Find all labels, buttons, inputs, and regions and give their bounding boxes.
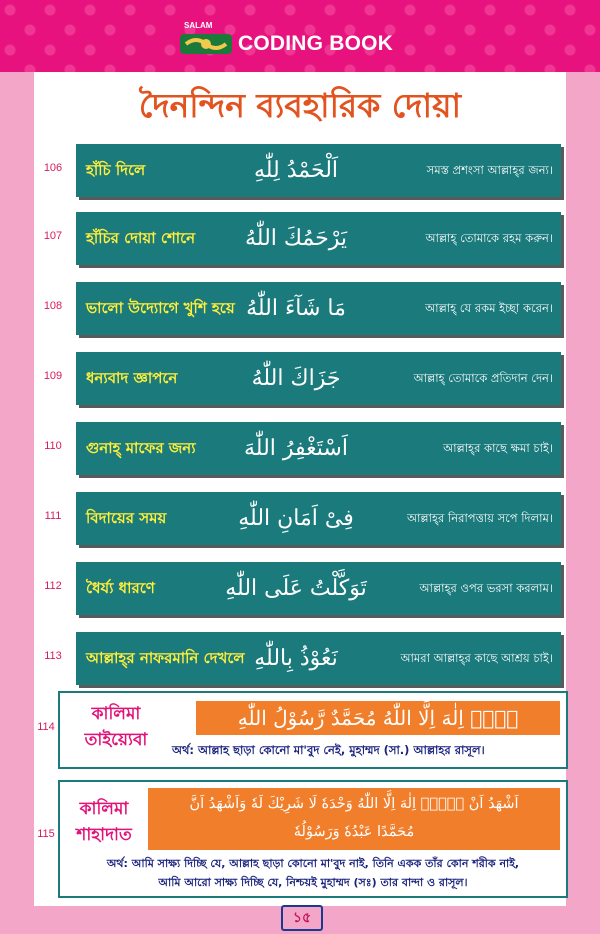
dua-row (76, 352, 561, 405)
dua-label: হাঁচির দোয়া শোনে (86, 229, 196, 247)
dua-arabic: اَلْحَمْدُ لِلّٰهِ (253, 158, 339, 183)
dua-meaning: আমরা আল্লাহ্‌র কাছে আশ্রয় চাই। (400, 651, 553, 665)
kalima-name (62, 796, 146, 848)
dua-label: গুনাহ্‌ মাফের জন্য (86, 439, 196, 457)
header-band (0, 0, 600, 72)
dua-meaning: সমস্ত প্রশংসা আল্লাহ্‌র জন্য। (426, 163, 553, 177)
kalima-name-line1: কালিমা (79, 799, 129, 819)
dua-arabic: مَا شَآءَ اللّٰهُ (246, 296, 346, 321)
dua-label: হাঁচি দিলে (86, 161, 146, 179)
brand (178, 21, 394, 58)
dua-arabic: تَوَكَّلْتُ عَلَى اللّٰهِ (225, 576, 367, 601)
dua-meaning: আল্লাহ্‌ তোমাকে রহম করুন। (425, 231, 553, 245)
dua-row (76, 144, 561, 197)
dua-arabic: فِىْ اَمَانِ اللّٰهِ (238, 506, 354, 531)
dua-meaning: আল্লাহ্‌র ওপর ভরসা করলাম। (419, 581, 553, 595)
kalima-arabic (148, 788, 560, 850)
row-number: 115 (37, 828, 55, 840)
row-number: 108 (43, 300, 63, 312)
kalima-meaning: অর্থ: আল্লাহ ছাড়া কোনো মা'বুদ নেই, মুহাম্মদ (সা.) আল্লাহর রাসূল। (172, 743, 485, 757)
dua-meaning: আল্লাহ্‌ যে রকম ইচ্ছা করেন। (425, 301, 553, 315)
dua-label: ভালো উদ্যোগে খুশি হয়ে (86, 299, 235, 317)
kalima-name (62, 701, 170, 753)
kalima-meaning-line2: আমি আরো সাক্ষ্য দিচ্ছি যে, নিশ্চয়ই মুহাম্মদ (সঃ) তার বান্দা ও রাসূল। (158, 876, 468, 889)
row-number: 112 (44, 580, 62, 592)
dua-label: বিদায়ের সময় (86, 509, 167, 527)
page-title: দৈনন্দিন ব্যবহারিক দোয়া (138, 86, 462, 125)
kalima-arabic-line2: مُحَمَّدًا عَبْدُهٗ وَرَسُوْلُهٗ (293, 824, 415, 840)
handshake-logo-icon (178, 21, 234, 58)
kalima-name-line2: তাইয়্যেবা (84, 730, 148, 750)
row-number: 113 (44, 650, 62, 662)
dua-label: ধন্যবাদ জ্ঞাপনে (86, 369, 178, 387)
dua-meaning: আল্লাহ্‌ তোমাকে প্রতিদান দেন। (413, 371, 553, 385)
dua-row (76, 422, 561, 475)
dua-arabic: اَسْتَغْفِرُ اللّٰهَ (244, 436, 348, 461)
kalima-meaning (68, 854, 558, 892)
dua-row (76, 282, 561, 335)
kalima-meaning-line1: অর্থ: আমি সাক্ষ্য দিচ্ছি যে, আল্লাহ ছাড়া কোনো মা'বুদ নাই, তিনি একক তাঁর কোন শরীক নাই, (106, 857, 520, 870)
kalima-arabic-line1: اَشْهَدُ اَنْ لَّاۤ اِلٰهَ اِلَّا اللّٰهُ وَحْدَهٗ لَا شَرِيْكَ لَهٗ وَاَشْهَدُ اَنَّ (189, 796, 519, 812)
kalima-arabic: لَاۤ اِلٰهَ اِلَّا اللّٰهُ مُحَمَّدٌ رَّسُوْلُ اللّٰهِ (196, 701, 560, 735)
dua-arabic: جَزَاكَ اللّٰهُ (251, 366, 341, 391)
row-number: 111 (44, 510, 62, 522)
brand-small-text: SALAM (184, 21, 213, 30)
kalima-name-line2: শাহাদাত (76, 825, 132, 845)
row-number: 114 (37, 721, 55, 733)
brand-title: CODING BOOK (238, 32, 394, 55)
row-number: 106 (43, 162, 63, 174)
dua-meaning: আল্লাহ্‌র নিরাপত্তায় সপে দিলাম। (407, 511, 553, 525)
dua-meaning: আল্লাহ্‌র কাছে ক্ষমা চাই। (443, 441, 553, 455)
dua-row (76, 212, 561, 265)
dua-label: আল্লাহ্‌র নাফরমানি দেখলে (86, 649, 245, 667)
page-number: ১৫ (281, 905, 323, 931)
dua-row (76, 492, 561, 545)
dua-arabic: يَرْحَمُكَ اللّٰهُ (244, 226, 347, 251)
row-number: 107 (43, 230, 63, 242)
kalima-shahadat-box (58, 780, 568, 898)
kalima-tayyiba-box (58, 691, 568, 769)
row-number: 110 (44, 440, 62, 452)
kalima-name-line1: কালিমা (91, 704, 141, 724)
row-number: 109 (43, 370, 63, 382)
dua-label: ধৈর্য্য ধারণে (86, 579, 155, 597)
dua-row (76, 632, 561, 685)
dua-arabic: نَعُوْذُ بِاللّٰهِ (254, 646, 338, 671)
dua-row (76, 562, 561, 615)
